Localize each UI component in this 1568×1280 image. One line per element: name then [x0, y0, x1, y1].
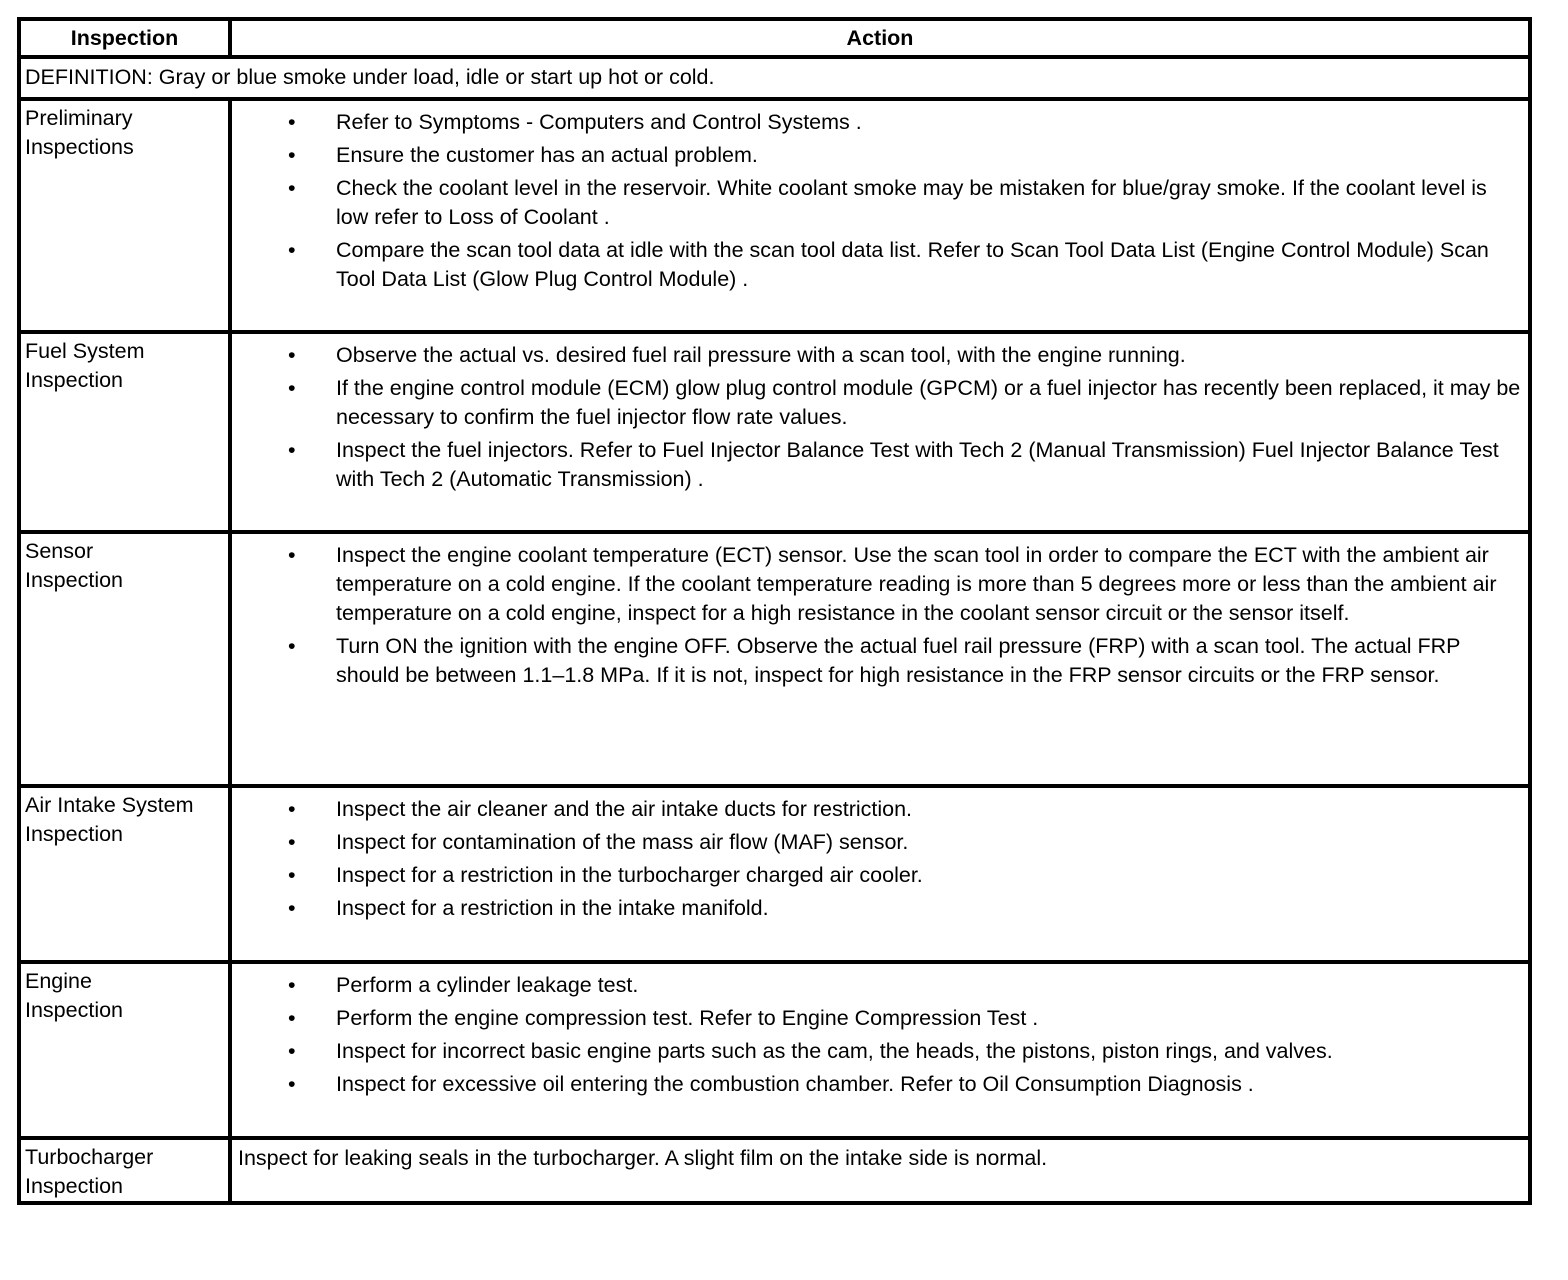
inspection-cell [19, 532, 230, 786]
header-row [19, 19, 1530, 57]
action-cell: Inspect for leaking seals in the turbocharger. A slight film on the intake side is normal. [230, 1138, 1530, 1203]
bullet-icon: • [288, 1039, 296, 1063]
bullet-icon: • [288, 1072, 296, 1096]
action-item [232, 374, 1524, 432]
action-text: Inspect for contamination of the mass air flow (MAF) sensor. [336, 830, 909, 854]
action-item [232, 108, 1524, 137]
definition-row [19, 57, 1530, 99]
action-item [232, 632, 1524, 690]
action-item [232, 1037, 1524, 1066]
inspection-label-line: Air Intake System [25, 793, 194, 817]
table-row [19, 962, 1530, 1138]
bullet-icon: • [288, 110, 296, 134]
bullet-icon: • [288, 438, 296, 462]
action-list [232, 964, 1528, 1099]
action-item [232, 541, 1524, 628]
action-text: Perform a cylinder leakage test. [336, 973, 639, 997]
inspection-cell [19, 1138, 230, 1203]
table-row [19, 332, 1530, 532]
action-text: If the engine control module (ECM) glow plug control module (GPCM) or a fuel injector has recently been replaced, it may be necessary to confirm the fuel injector flow rate values. [336, 376, 1521, 429]
action-list [232, 101, 1528, 294]
action-text: Inspect for a restriction in the intake manifold. [336, 896, 769, 920]
table-row [19, 99, 1530, 332]
action-text: Compare the scan tool data at idle with the scan tool data list. Refer to Scan Tool Data List (Engine Control Module) Scan Tool Data List (Glow Plug Control Module) . [336, 238, 1489, 291]
inspection-label-line: Turbocharger [25, 1145, 154, 1169]
header-inspection: Inspection [19, 19, 230, 57]
bullet-icon: • [288, 176, 296, 200]
bullet-icon: • [288, 634, 296, 658]
diagnostic-table [17, 17, 1532, 1205]
action-item [232, 1004, 1524, 1033]
bullet-icon: • [288, 1006, 296, 1030]
action-item [232, 795, 1524, 824]
bullet-icon: • [288, 973, 296, 997]
action-text: Turn ON the ignition with the engine OFF. Observe the actual fuel rail pressure (FRP) with a scan tool. The actual FRP should be between 1.1–1.8 MPa. If it is not, inspect for high resistance in the FRP sensor circuits or the FRP sensor. [336, 634, 1461, 687]
action-list [232, 534, 1528, 690]
action-text: Inspect the engine coolant temperature (ECT) sensor. Use the scan tool in order to compare the ECT with the ambient air temperature on a cold engine. If the coolant temperature reading is more than 5 degrees more or less than the ambient air temperature on a cold engine, inspect for a high resistance in the coolant sensor circuit or the sensor itself. [336, 543, 1497, 625]
action-item [232, 236, 1524, 294]
table-row [19, 786, 1530, 962]
inspection-cell [19, 99, 230, 332]
inspection-label-line: Inspection [25, 998, 124, 1022]
bullet-icon: • [288, 343, 296, 367]
inspection-label-line: Inspections [25, 135, 134, 159]
action-cell [230, 332, 1530, 532]
inspection-label-line: Fuel System [25, 339, 145, 363]
inspection-label-line: Preliminary [25, 106, 133, 130]
inspection-label-line: Inspection [25, 568, 124, 592]
action-item [232, 341, 1524, 370]
inspection-cell [19, 786, 230, 962]
inspection-label-line: Sensor [25, 539, 94, 563]
bullet-icon: • [288, 543, 296, 567]
table-row [19, 1138, 1530, 1203]
action-list [232, 334, 1528, 494]
action-text: Perform the engine compression test. Refer to Engine Compression Test . [336, 1006, 1039, 1030]
action-cell [230, 99, 1530, 332]
action-item [232, 436, 1524, 494]
bullet-icon: • [288, 376, 296, 400]
header-action: Action [230, 19, 1530, 57]
action-text: Refer to Symptoms - Computers and Control Systems . [336, 110, 862, 134]
action-item [232, 971, 1524, 1000]
action-cell [230, 962, 1530, 1138]
bullet-icon: • [288, 143, 296, 167]
action-item [232, 1070, 1524, 1099]
action-text: Ensure the customer has an actual problem. [336, 143, 758, 167]
action-text: Inspect the fuel injectors. Refer to Fuel Injector Balance Test with Tech 2 (Manual Transmission) Fuel Injector Balance Test with Tech 2 (Automatic Transmission) . [336, 438, 1499, 491]
action-text: Observe the actual vs. desired fuel rail pressure with a scan tool, with the engine running. [336, 343, 1186, 367]
bullet-icon: • [288, 863, 296, 887]
action-item [232, 174, 1524, 232]
inspection-label-line: Engine [25, 969, 92, 993]
bullet-icon: • [288, 238, 296, 262]
definition-text: DEFINITION: Gray or blue smoke under load, idle or start up hot or cold. [19, 57, 1530, 99]
inspection-label-line: Inspection [25, 822, 124, 846]
action-cell [230, 786, 1530, 962]
bullet-icon: • [288, 797, 296, 821]
action-item [232, 141, 1524, 170]
inspection-cell [19, 962, 230, 1138]
inspection-label-line: Inspection [25, 1174, 124, 1198]
bullet-icon: • [288, 830, 296, 854]
action-text: Check the coolant level in the reservoir. White coolant smoke may be mistaken for blue/gray smoke. If the coolant level is low refer to Loss of Coolant . [336, 176, 1487, 229]
action-list [232, 788, 1528, 923]
inspection-label-line: Inspection [25, 368, 124, 392]
action-cell [230, 532, 1530, 786]
action-text: Inspect for excessive oil entering the combustion chamber. Refer to Oil Consumption Diagnosis . [336, 1072, 1254, 1096]
action-item [232, 894, 1524, 923]
action-item [232, 828, 1524, 857]
action-text: Inspect for a restriction in the turbocharger charged air cooler. [336, 863, 923, 887]
bullet-icon: • [288, 896, 296, 920]
action-text: Inspect the air cleaner and the air intake ducts for restriction. [336, 797, 913, 821]
action-item [232, 861, 1524, 890]
action-text: Inspect for incorrect basic engine parts such as the cam, the heads, the pistons, piston rings, and valves. [336, 1039, 1333, 1063]
inspection-cell [19, 332, 230, 532]
table-row [19, 532, 1530, 786]
